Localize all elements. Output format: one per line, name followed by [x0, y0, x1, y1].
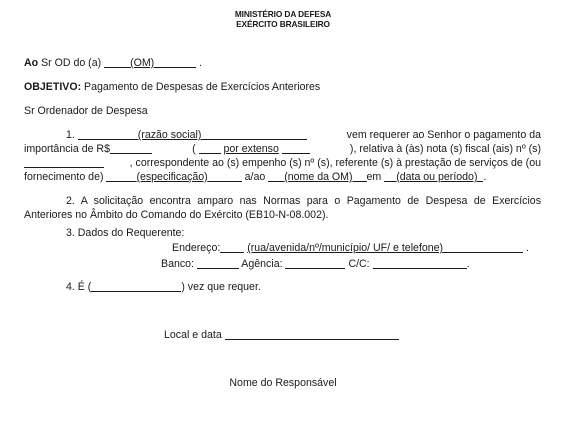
item1-line2 — [24, 142, 541, 156]
item2-line2: Anteriores no Âmbito do Comando do Exército (EB10-N-08.002). — [24, 209, 329, 221]
ministry-heading: MINISTÉRIO DA DEFESA — [234, 9, 332, 19]
open-paren: ( — [192, 143, 196, 155]
extenso-blank-left — [199, 142, 221, 154]
bank-period: . — [466, 258, 470, 270]
item4-start: 4. É ( — [66, 281, 92, 293]
address-blank-left — [220, 241, 244, 253]
place-date-label: Local e data — [164, 329, 222, 341]
date-label: em — [366, 171, 382, 183]
spec-blank-left — [106, 170, 136, 182]
addressee-label: Ao — [24, 57, 39, 69]
address-label: Endereço: — [172, 242, 221, 254]
objective-line — [24, 80, 320, 94]
period-placeholder: (data ou período) — [396, 171, 478, 183]
om-name-placeholder: (nome da OM) — [284, 171, 353, 183]
objective-label: OBJETIVO: — [24, 81, 82, 93]
om-name-blank-right — [353, 170, 367, 182]
item1-request-text: vem requerer ao Senhor o pagamento da — [346, 129, 541, 141]
agency-blank — [285, 257, 345, 269]
invoice-number-blank — [24, 156, 104, 168]
account-blank — [373, 257, 467, 269]
item1-number: 1. — [66, 129, 75, 141]
amount-in-words-placeholder: por extenso — [223, 143, 279, 155]
item3-title: 3. Dados do Requerente: — [66, 227, 185, 239]
item2-line1: 2. A solicitação encontra amparo nas Normas para o Pagamento de Despesa de Exercícios — [66, 195, 541, 207]
addressee-period: . — [199, 57, 203, 69]
item4-end: ) vez que requer. — [181, 281, 261, 293]
amount-blank — [110, 142, 152, 154]
addressee-text: Sr OD do (a) — [38, 57, 105, 69]
om-blank-left — [104, 56, 130, 68]
objective-text: Pagamento de Despesas de Exercícios Anteriores — [81, 81, 321, 93]
specification-placeholder: (especificação) — [136, 171, 208, 183]
name-blank-right — [201, 128, 307, 140]
place-date-line — [164, 328, 399, 342]
address-placeholder: (rua/avenida/nº/município/ UF/ e telefone) — [247, 242, 444, 254]
supply-label: fornecimento de) — [24, 171, 104, 183]
om-name-blank-left — [268, 170, 284, 182]
extenso-blank-right — [282, 142, 310, 154]
commitment-text: , correspondente ao (s) empenho (s) nº (s), referente (s) à prestação de serviços de (ou — [129, 157, 541, 169]
bank-blank — [197, 257, 239, 269]
om-blank-right — [154, 56, 196, 68]
addressee-line — [24, 56, 202, 70]
item1-period: . — [483, 171, 487, 183]
item1-line3 — [24, 156, 541, 170]
bank-line — [161, 257, 470, 271]
item4-line — [66, 280, 261, 294]
address-line — [172, 241, 529, 255]
item1-line4 — [24, 170, 486, 184]
occurrence-blank — [91, 280, 181, 292]
address-blank-right — [443, 241, 523, 253]
name-blank-left — [78, 128, 138, 140]
salutation: Sr Ordenador de Despesa — [24, 105, 148, 117]
place-date-blank — [225, 328, 399, 340]
to-om-label: a/ao — [244, 171, 266, 183]
company-name-placeholder: (razão social) — [137, 129, 202, 141]
item1-line1 — [66, 128, 541, 142]
period-blank-left — [384, 170, 396, 182]
bank-label: Banco: — [161, 258, 194, 270]
om-placeholder: (OM) — [130, 57, 155, 69]
agency-label: Agência: — [241, 258, 283, 270]
army-heading: EXÉRCITO BRASILEIRO — [236, 19, 330, 29]
address-period: . — [526, 242, 529, 254]
spec-blank-right — [208, 170, 242, 182]
account-label: C/C: — [348, 258, 370, 270]
invoice-text: ), relativa à (às) nota (s) fiscal (ais) nº (s) — [349, 143, 541, 155]
amount-label: importância de R$ — [24, 143, 110, 155]
signature-name: Nome do Responsável — [229, 377, 337, 389]
